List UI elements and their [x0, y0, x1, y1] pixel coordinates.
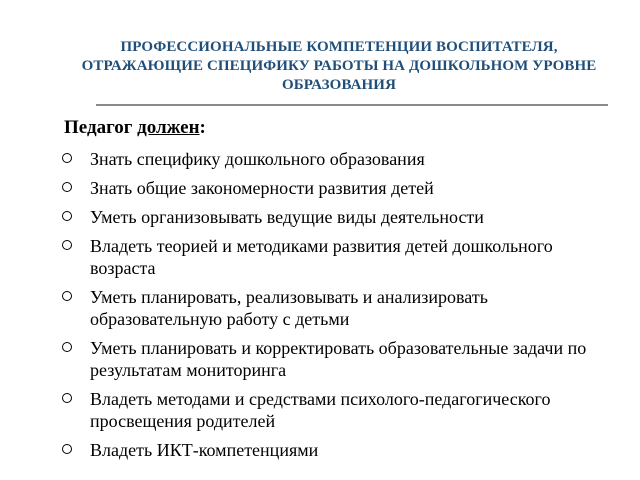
bullet-icon [62, 211, 72, 221]
slide-title: ПРОФЕССИОНАЛЬНЫЕ КОМПЕТЕНЦИИ ВОСПИТАТЕЛЯ, ОТРАЖАЮЩИЕ СПЕЦИФИКУ РАБОТЫ НА ДОШКОЛЬНОМ УРОВНЕ ОБРАЗОВАНИЯ [81, 39, 597, 93]
list-item [62, 388, 622, 432]
list-item [62, 206, 622, 228]
list-item [62, 286, 622, 330]
bullet-icon [62, 182, 72, 192]
list-item [62, 439, 622, 461]
list-item-text: Знать специфику дошкольного образования [90, 149, 425, 169]
competency-list [62, 148, 622, 468]
lead-prefix: Педагог [64, 117, 138, 138]
list-item-text: Знать общие закономерности развития детей [90, 178, 434, 198]
list-item [62, 337, 622, 381]
bullet-icon [62, 393, 72, 403]
list-item [62, 235, 622, 279]
bullet-icon [62, 240, 72, 250]
bullet-icon [62, 291, 72, 301]
list-item [62, 148, 622, 170]
lead-text [64, 116, 206, 140]
bullet-icon [62, 444, 72, 454]
list-item-text: Владеть методами и средствами психолого-педагогического просвещения родителей [90, 389, 551, 431]
list-item-text: Владеть ИКТ-компетенциями [90, 440, 319, 460]
list-item-text: Уметь организовывать ведущие виды деятельности [90, 207, 484, 227]
list-item-text: Уметь планировать, реализовывать и анализировать образовательную работу с детьми [90, 287, 488, 329]
list-item-text: Владеть теорией и методиками развития детей дошкольного возраста [90, 236, 553, 278]
title-divider [96, 104, 608, 106]
lead-emphasis: должен [137, 117, 200, 138]
list-item-text: Уметь планировать и корректировать образовательные задачи по результатам мониторинга [90, 338, 587, 380]
bullet-icon [62, 153, 72, 163]
lead-suffix: : [199, 117, 206, 138]
list-item [62, 177, 622, 199]
bullet-icon [62, 342, 72, 352]
